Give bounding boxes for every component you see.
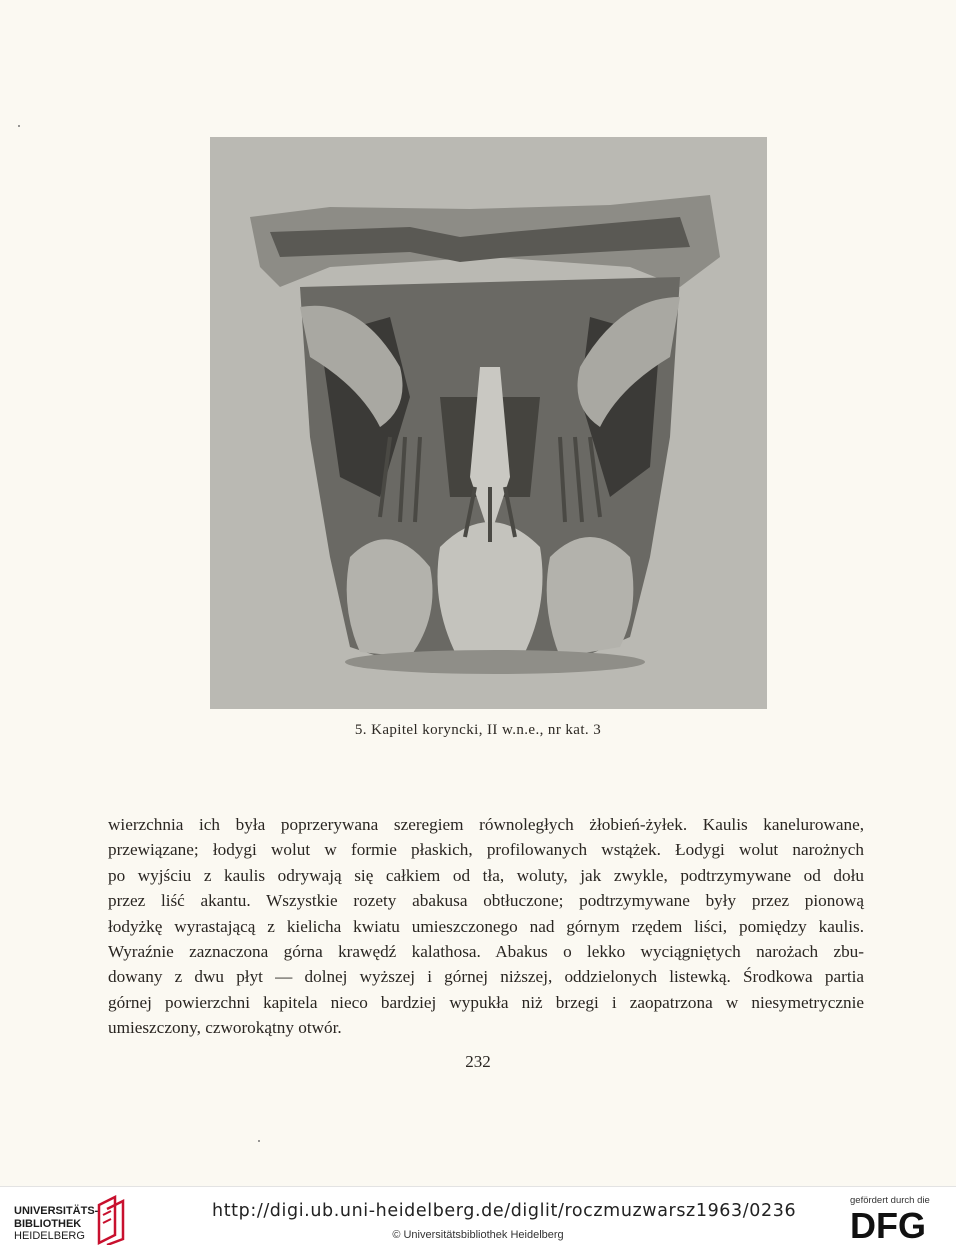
text-line: Wyraźnie zaznaczona górna krawędź kalathosa. Abakus o lekko wyciągniętych narożach zbu-: [108, 942, 864, 962]
capital-photo: [210, 137, 767, 709]
body-paragraph: [108, 812, 864, 1041]
paper-speck: [258, 1140, 260, 1142]
library-line-3: HEIDELBERG: [14, 1230, 85, 1242]
text-line: umieszczony, czworokątny otwór.: [108, 1018, 342, 1038]
text-line: po wyjściu z kaulis odrywają się całkiem od tła, woluty, jak zwykle, podtrzymywane od dołu: [108, 865, 864, 885]
capital-image: [210, 137, 767, 709]
text-line: łodyżkę wyrastającą z kielicha kwiatu umieszczonego nad górnym rzędem liści, pomiędzy kaulis.: [108, 916, 864, 936]
funded-by-label: gefördert durch die: [850, 1195, 930, 1206]
text-line: wierzchnia ich była poprzerywana szeregiem równoległych żłobień-żyłek. Kaulis kanelurowane,: [108, 815, 864, 834]
text-line: górnej powierzchni kapitela nieco bardziej wypukła niż brzegi i zaopatrzona w niesymetrycznie: [108, 992, 864, 1012]
text-line: przewiązane; łodygi wolut w formie płaskich, profilowanych wstążek. Łodygi wolut narożnych: [108, 840, 864, 860]
page-number: 232: [465, 1052, 491, 1071]
paper-speck: [18, 125, 20, 127]
text-line: dowany z dwu płyt — dolnej wyższej i górnej niższej, oddzielonych listewką. Środkowa partia: [108, 967, 864, 987]
dfg-logo-text: DFG: [850, 1207, 926, 1243]
copyright-notice: © Universitätsbibliothek Heidelberg: [392, 1229, 564, 1241]
text-line: przez liść akantu. Wszystkie rozety abakusa obtłuczone; podtrzymywane były przez pionową: [108, 891, 864, 911]
dfg-logo[interactable]: [850, 1207, 942, 1243]
library-line-2: BIBLIOTHEK: [14, 1217, 82, 1230]
library-line-1: UNIVERSITÄTS-: [14, 1205, 99, 1217]
permalink-url[interactable]: http://digi.ub.uni-heidelberg.de/diglit/roczmuzwarsz1963/0236: [212, 1201, 797, 1221]
figure-caption: 5. Kapitel koryncki, II w.n.e., nr kat. 3: [354, 722, 602, 738]
footer-bar: [0, 1186, 956, 1255]
